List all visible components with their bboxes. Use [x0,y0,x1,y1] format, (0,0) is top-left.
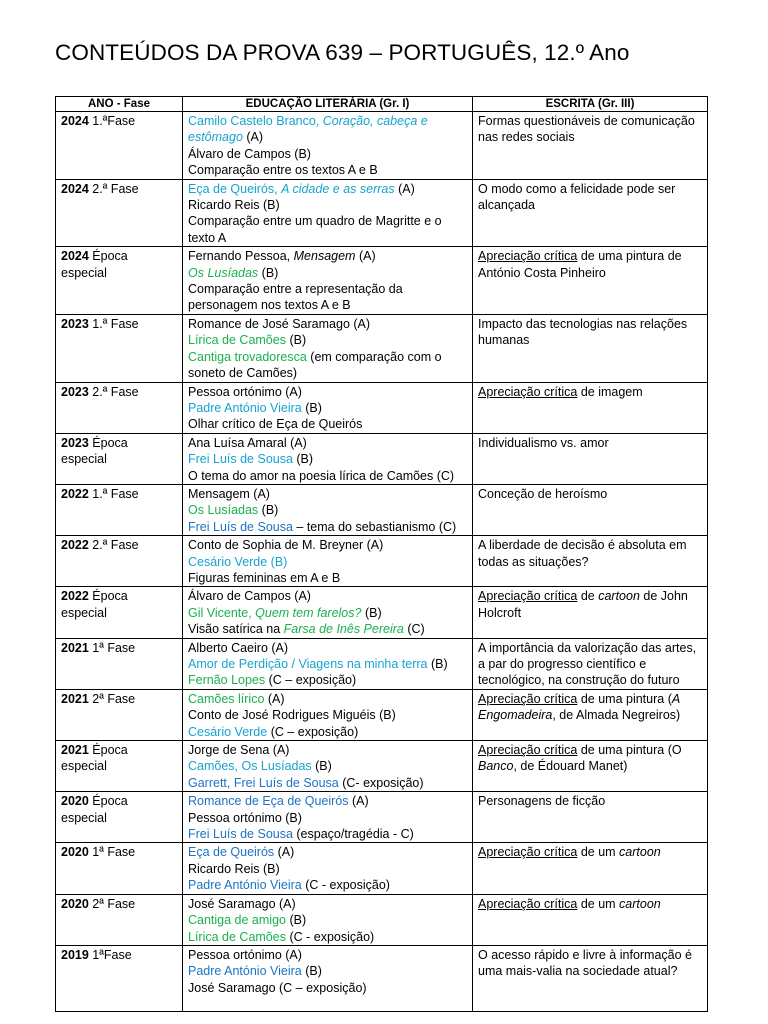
cell-year-phase [56,741,183,792]
text-segment: Os Lusíadas [188,265,259,280]
cell-literary-education [183,536,473,587]
year-label: 2024 [61,249,89,264]
cell-line [188,707,467,723]
cell-line [188,621,467,637]
text-segment: A cidade e as serras [281,181,395,196]
year-label: 2019 [61,947,89,962]
text-segment: Comparação entre a representação da personagem nos textos A e B [188,282,403,313]
phase-label: Época especial [61,435,128,467]
text-segment: Camões lírico [188,691,265,706]
text-segment: Romance de Eça de Queirós [188,794,349,809]
table-row [56,314,708,382]
cell-line [188,691,467,707]
phase-label: 1.ª Fase [88,486,139,501]
cell-literary-education [183,945,473,1011]
text-segment: Apreciação crítica [478,249,578,264]
cell-writing [473,741,708,792]
cell-line [188,197,467,213]
year-label: 2020 [61,896,89,911]
table-row [56,945,708,1011]
text-segment: Frei Luís de Sousa [188,827,293,842]
text-segment: , de Édouard Manet) [513,759,628,774]
cell-line [188,929,467,945]
cell-line [478,113,702,146]
text-segment: Apreciação crítica [478,896,578,911]
table-row [56,689,708,740]
cell-line [188,349,467,382]
text-segment: (B) [301,964,322,979]
cell-literary-education [183,741,473,792]
table-row [56,587,708,638]
text-segment: (C - exposição) [301,878,390,893]
cell-year-phase [56,587,183,638]
phase-label: 1.ªFase [88,114,136,128]
cell-year-phase [56,314,183,382]
cell-line [188,896,467,912]
cell-line [478,844,702,860]
cell-line [188,912,467,928]
cell-line [188,861,467,877]
cell-line [188,570,467,586]
text-segment: Individualismo vs. amor [478,435,609,450]
phase-label: 1ª Fase [88,845,136,860]
phase-label: Época especial [61,743,128,774]
text-segment: (C – exposição) [267,724,359,739]
exam-contents-table [55,96,708,1012]
table-row [56,382,708,433]
text-segment: José Saramago (A) [188,896,296,911]
cell-writing [473,894,708,945]
cell-line [188,826,467,842]
cell-year-phase [56,638,183,689]
cell-line [188,113,467,146]
cell-literary-education [183,689,473,740]
text-segment: (B) [258,265,279,280]
text-segment: Frei Luís de Sousa [188,452,293,467]
page-title: CONTEÚDOS DA PROVA 639 – PORTUGUÊS, 12.º Ano [55,40,630,65]
text-segment: Visão satírica na [188,622,284,637]
text-segment: (C- exposição) [338,775,424,790]
cell-line [188,656,467,672]
text-segment: (B) [258,503,279,518]
phase-label: 2ª Fase [88,896,136,911]
text-segment: Cantiga de amigo [188,913,286,928]
cell-line [188,605,467,621]
cell-line [188,810,467,826]
cell-line [478,316,702,349]
phase-label: Época especial [61,794,128,825]
cell-line [478,248,702,281]
text-segment: cartoon [619,845,661,860]
cell-literary-education [183,247,473,315]
text-segment: (C – exposição) [265,673,357,688]
text-segment: Padre António Vieira [188,400,302,415]
phase-label: 2.ª Fase [88,538,139,553]
cell-year-phase [56,382,183,433]
text-segment: Apreciação crítica [478,384,578,399]
cell-writing [473,587,708,638]
text-segment: Alberto Caeiro (A) [188,640,289,655]
text-segment: A importância da valorização das artes, a par do progresso científico e tecnológico, na construção do futuro [478,640,697,688]
text-segment: de um [577,845,620,860]
text-segment: (espaço/tragédia - C) [292,827,414,842]
year-label: 2024 [61,181,89,196]
cell-line [188,468,467,484]
text-segment: Comparação entre os textos A e B [188,163,378,178]
year-label: 2023 [61,316,89,331]
cell-writing [473,843,708,894]
table-header-row [56,97,708,112]
cell-line [188,146,467,162]
phase-label: 1.ª Fase [88,316,139,331]
phase-label: 2.ª Fase [88,384,139,399]
text-segment: Cantiga trovadoresca [188,349,307,364]
year-label: 2023 [61,384,89,399]
phase-label: Época especial [61,589,128,620]
year-label: 2021 [61,691,89,706]
cell-literary-education [183,112,473,180]
cell-literary-education [183,179,473,247]
cell-line [188,640,467,656]
text-segment: (A) [348,794,369,809]
cell-line [478,384,702,400]
text-segment: Farsa de Inês Pereira [283,622,404,637]
cell-line [188,758,467,774]
table-row [56,247,708,315]
text-segment: (B) [301,400,322,415]
text-segment: Figuras femininas em A e B [188,570,341,585]
cell-literary-education [183,484,473,535]
table-row [56,638,708,689]
text-segment: Eça de Queirós [188,845,275,860]
cell-line [478,181,702,214]
text-segment: O tema do amor na poesia lírica de Camões (C) [188,468,455,483]
year-label: 2022 [61,538,89,553]
cell-line [188,877,467,893]
text-segment: Pessoa ortónimo (A) [188,947,302,962]
text-segment: Coração, cabeça e estômago [188,114,428,145]
text-segment: Cesário Verde (B) [188,554,288,569]
text-segment: Banco [478,759,514,774]
text-segment: Mensagem (A) [188,486,270,501]
text-segment: cartoon [598,589,640,604]
text-segment: Conceção de heroísmo [478,486,608,501]
text-segment: Padre António Vieira [188,878,302,893]
cell-line [478,640,702,689]
cell-writing [473,945,708,1011]
cell-line [188,265,467,281]
year-label: 2024 [61,114,89,128]
cell-writing [473,638,708,689]
text-segment: (A) [355,249,376,264]
cell-line [478,896,702,912]
text-segment: Camões, Os Lusíadas [188,759,312,774]
text-segment: (A) [394,181,415,196]
cell-line [188,384,467,400]
cell-line [188,248,467,264]
text-segment: cartoon [619,896,661,911]
cell-line [188,554,467,570]
text-segment: Comparação entre um quadro de Magritte e o texto A [188,214,442,245]
cell-literary-education [183,792,473,843]
year-label: 2022 [61,486,89,501]
text-segment: Jorge de Sena (A) [188,743,290,758]
phase-label: 1ª Fase [88,640,136,655]
text-segment: Conto de Sophia de M. Breyner (A) [188,538,384,553]
text-segment: de uma pintura (O [577,743,682,758]
text-segment: Ricardo Reis (B) [188,198,280,213]
header-literary-education: EDUCAÇÃO LITERÁRIA (Gr. I) [183,97,473,112]
cell-line [188,519,467,535]
table-body [56,112,708,1012]
cell-year-phase [56,484,183,535]
text-segment: Cesário Verde [188,724,268,739]
text-segment: Quem tem farelos? [255,605,362,620]
header-year-phase: ANO - Fase [56,97,183,112]
table-row [56,843,708,894]
text-segment: Garrett, Frei Luís de Sousa [188,775,339,790]
cell-year-phase [56,689,183,740]
text-segment: (B) [292,452,314,467]
text-segment: (em comparação com o soneto de Camões) [188,349,442,381]
text-segment: de uma pintura ( [577,691,672,706]
text-segment: Romance de José Saramago (A) [188,316,371,331]
cell-literary-education [183,314,473,382]
text-segment: de um [577,896,620,911]
text-segment: Fernando Pessoa, [188,249,294,264]
cell-line [478,793,702,809]
text-segment: Lírica de Camões [188,929,286,944]
cell-literary-education [183,433,473,484]
text-segment: Ricardo Reis (B) [188,861,280,876]
cell-line [188,281,467,314]
table-header [56,97,708,112]
text-segment: Impacto das tecnologias nas relações humanas [478,316,688,348]
cell-line [188,502,467,518]
text-segment: Conto de José Rodrigues Miguéis (B) [188,708,396,723]
cell-line [188,742,467,758]
cell-line [188,672,467,688]
phase-label: 2ª Fase [88,691,136,706]
cell-line [188,416,467,432]
year-label: 2020 [61,794,89,809]
cell-year-phase [56,843,183,894]
cell-line [188,316,467,332]
text-segment: Os Lusíadas [188,503,259,518]
cell-line [188,213,467,246]
table-row [56,433,708,484]
cell-line [188,162,467,178]
text-segment: (A) [264,691,285,706]
table-row [56,792,708,843]
cell-line [478,537,702,570]
phase-label: 2.ª Fase [88,181,139,196]
text-segment: Amor de Perdição / Viagens na minha terra [188,657,428,671]
text-segment: A Engomadeira [478,691,680,723]
text-segment: (B) [427,657,448,671]
cell-line [188,963,467,979]
cell-line [188,588,467,604]
table-row [56,741,708,792]
cell-literary-education [183,843,473,894]
cell-writing [473,179,708,247]
cell-year-phase [56,945,183,1011]
cell-year-phase [56,894,183,945]
cell-year-phase [56,792,183,843]
text-segment: Lírica de Camões [188,333,286,348]
cell-line [188,724,467,740]
cell-literary-education [183,382,473,433]
text-segment: (A) [274,845,295,860]
text-segment: Eça de Queirós, [188,181,282,196]
text-segment: Mensagem [293,249,356,264]
text-segment: Apreciação crítica [478,845,578,860]
text-segment: Olhar crítico de Eça de Queirós [188,417,363,432]
text-segment: (B) [285,913,307,928]
text-segment: de John Holcroft [478,589,688,620]
text-segment: Álvaro de Campos (B) [188,146,311,161]
text-segment: (A) [242,130,264,145]
text-segment: (B) [285,333,307,348]
cell-writing [473,112,708,180]
cell-line [188,775,467,791]
cell-line [188,181,467,197]
text-segment: (B) [311,759,332,774]
text-segment: José Saramago (C – exposição) [188,980,367,995]
text-segment: Apreciação crítica [478,589,578,604]
cell-line [188,486,467,502]
cell-line [478,435,702,451]
text-segment: Personagens de ficção [478,794,606,809]
cell-writing [473,484,708,535]
text-segment: de uma pintura de António Costa Pinheiro [478,249,682,280]
cell-literary-education [183,638,473,689]
cell-writing [473,247,708,315]
cell-writing [473,536,708,587]
cell-line [188,947,467,963]
cell-line [478,947,702,980]
cell-writing [473,433,708,484]
text-segment: Formas questionáveis de comunicação nas redes sociais [478,114,695,145]
cell-literary-education [183,894,473,945]
year-label: 2021 [61,640,89,655]
text-segment: Apreciação crítica [478,743,578,758]
cell-year-phase [56,112,183,180]
text-segment: A liberdade de decisão é absoluta em todas as situações? [478,538,687,569]
text-segment: , de Almada Negreiros) [552,708,681,723]
cell-line [478,691,702,724]
text-segment: de [577,589,599,604]
cell-line [478,588,702,621]
year-label: 2020 [61,845,89,860]
cell-writing [473,689,708,740]
text-segment: O acesso rápido e livre à informação é uma mais-valia na sociedade atual? [478,947,692,979]
text-segment: Fernão Lopes [188,673,266,688]
text-segment: Apreciação crítica [478,691,578,706]
text-segment: Gil Vicente, [188,605,256,620]
cell-line [188,980,467,996]
text-segment: O modo como a felicidade pode ser alcançada [478,181,676,213]
header-writing: ESCRITA (Gr. III) [473,97,708,112]
phase-label: 1ªFase [88,947,132,962]
text-segment: Pessoa ortónimo (A) [188,384,302,399]
table-row [56,112,708,180]
cell-literary-education [183,587,473,638]
text-segment: (B) [361,605,382,620]
text-segment: – tema do sebastianismo (C) [292,519,457,534]
cell-line [188,844,467,860]
text-segment: (C) [403,622,425,637]
cell-line [478,486,702,502]
cell-year-phase [56,179,183,247]
table-row [56,179,708,247]
year-label: 2022 [61,589,89,604]
cell-line [188,537,467,553]
year-label: 2021 [61,743,89,758]
cell-year-phase [56,247,183,315]
cell-line [478,742,702,775]
cell-line [188,435,467,451]
text-segment: Frei Luís de Sousa [188,519,293,534]
table-row [56,536,708,587]
cell-writing [473,382,708,433]
cell-line [188,451,467,467]
text-segment: Pessoa ortónimo (B) [188,810,302,825]
year-label: 2023 [61,435,89,450]
text-segment: Álvaro de Campos (A) [188,589,311,604]
text-segment: (C - exposição) [285,929,375,944]
phase-label: Época especial [61,249,128,280]
table-row [56,894,708,945]
cell-line [188,400,467,416]
cell-writing [473,792,708,843]
cell-year-phase [56,536,183,587]
cell-line [188,332,467,348]
text-segment: Camilo Castelo Branco, [188,114,323,128]
text-segment: Ana Luísa Amaral (A) [188,435,307,450]
table-row [56,484,708,535]
cell-line [188,793,467,809]
text-segment: de imagem [577,384,643,399]
cell-year-phase [56,433,183,484]
text-segment: Padre António Vieira [188,964,302,979]
cell-writing [473,314,708,382]
